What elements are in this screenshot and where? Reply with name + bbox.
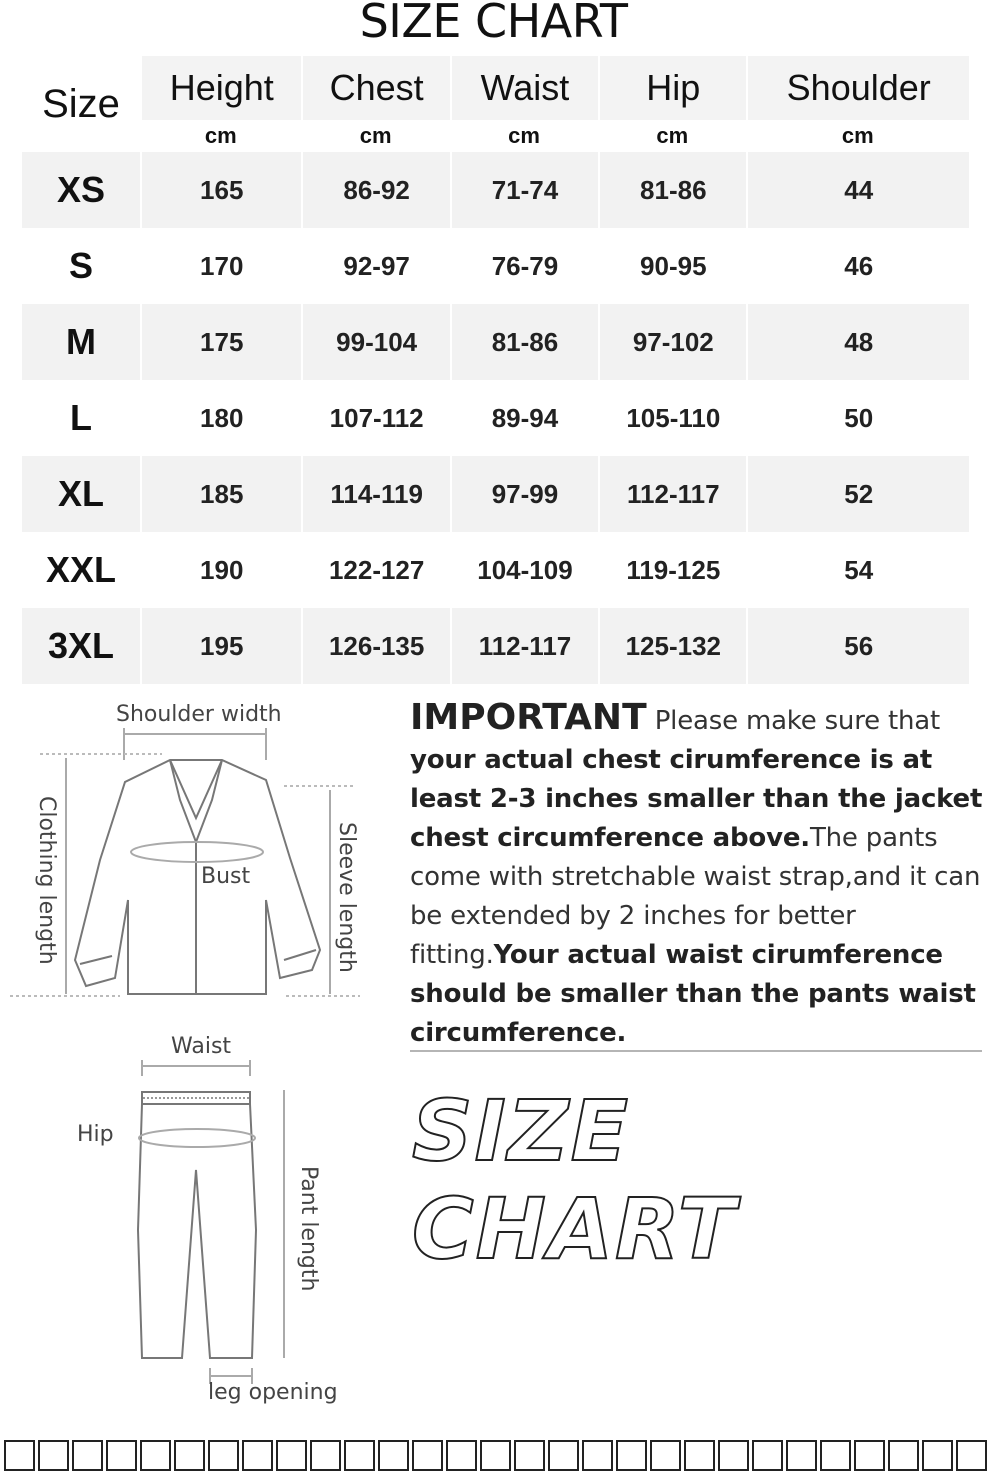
column-header-chest: Chest	[301, 56, 449, 120]
square-border-strip	[4, 1440, 987, 1471]
divider	[410, 1050, 982, 1052]
table-cell: 97-99	[450, 456, 598, 532]
column-header-hip: Hip	[598, 56, 746, 120]
table-cell: 105-110	[598, 380, 746, 456]
clothing-length-label: Clothing length	[34, 796, 59, 965]
table-cell: 90-95	[598, 228, 746, 304]
column-header-shoulder: Shoulder	[746, 56, 969, 120]
table-cell: 44	[746, 152, 969, 228]
table-cell: 81-86	[598, 152, 746, 228]
table-cell: 107-112	[301, 380, 449, 456]
table-cell: 104-109	[450, 532, 598, 608]
table-cell: 195	[140, 608, 301, 684]
table-cell: 71-74	[450, 152, 598, 228]
table-cell: 180	[140, 380, 301, 456]
unit-cell: cm	[359, 123, 392, 148]
size-cell: XS	[22, 152, 140, 228]
size-cell: XXL	[45, 549, 116, 590]
leg-opening-label: leg opening	[208, 1380, 338, 1405]
unit-cell: cm	[508, 123, 540, 148]
table-cell: 86-92	[301, 152, 449, 228]
table-cell: 114-119	[301, 456, 449, 532]
size-cell: L	[70, 397, 92, 438]
table-cell: 50	[746, 380, 969, 456]
table-cell: 54	[746, 532, 969, 608]
table-cell: 99-104	[301, 304, 449, 380]
table-cell: 92-97	[301, 228, 449, 304]
table-cell: 185	[140, 456, 301, 532]
table-cell: 122-127	[301, 532, 449, 608]
note-text: Please make sure that	[654, 706, 940, 736]
table-cell: 48	[746, 304, 969, 380]
page-title: SIZE CHART	[359, 0, 628, 48]
size-column-header: Size	[42, 81, 120, 126]
size-cell: M	[22, 304, 140, 380]
sleeve-length-label: Sleeve length	[334, 822, 359, 973]
bust-label: Bust	[201, 864, 251, 889]
table-cell: 112-117	[598, 456, 746, 532]
table-cell: 190	[140, 532, 301, 608]
note-bold-text: Your actual waist cirumference should be smaller than the pants waist circumference.	[410, 940, 976, 1048]
pant-length-label: Pant length	[296, 1166, 321, 1292]
table-cell: 56	[746, 608, 969, 684]
outline-title-line2: CHART	[412, 1180, 738, 1278]
unit-cell: cm	[656, 123, 689, 148]
unit-cell: cm	[204, 123, 237, 148]
outline-title-line1: SIZE	[412, 1082, 631, 1180]
hip-label: Hip	[77, 1122, 114, 1147]
table-cell: 125-132	[598, 608, 746, 684]
unit-cell: cm	[841, 123, 874, 148]
table-cell: 170	[140, 228, 301, 304]
table-cell: 119-125	[598, 532, 746, 608]
table-cell: 165	[140, 152, 301, 228]
table-cell: 175	[140, 304, 301, 380]
table-cell: 81-86	[450, 304, 598, 380]
important-note	[410, 698, 985, 1053]
column-header-height: Height	[140, 56, 301, 120]
note-bold-text: your actual chest cirumference is at least 2-3 inches smaller than the jacket chest circumference above.	[410, 745, 983, 853]
table-cell: 97-102	[598, 304, 746, 380]
note-text: The pants come with stretchable waist strap,and it can be extended by 2 inches for better fitting.	[410, 823, 981, 970]
table-cell: 76-79	[450, 228, 598, 304]
shoulder-width-label: Shoulder width	[116, 702, 282, 727]
size-cell: 3XL	[22, 608, 140, 684]
table-cell: 46	[746, 228, 969, 304]
table-cell: 126-135	[301, 608, 449, 684]
table-cell: 112-117	[450, 608, 598, 684]
column-header-waist: Waist	[450, 56, 598, 120]
size-cell: XL	[22, 456, 140, 532]
table-cell: 52	[746, 456, 969, 532]
waist-label: Waist	[171, 1034, 232, 1059]
table-cell: 89-94	[450, 380, 598, 456]
size-cell: S	[68, 245, 93, 286]
important-heading: IMPORTANT	[410, 697, 647, 738]
